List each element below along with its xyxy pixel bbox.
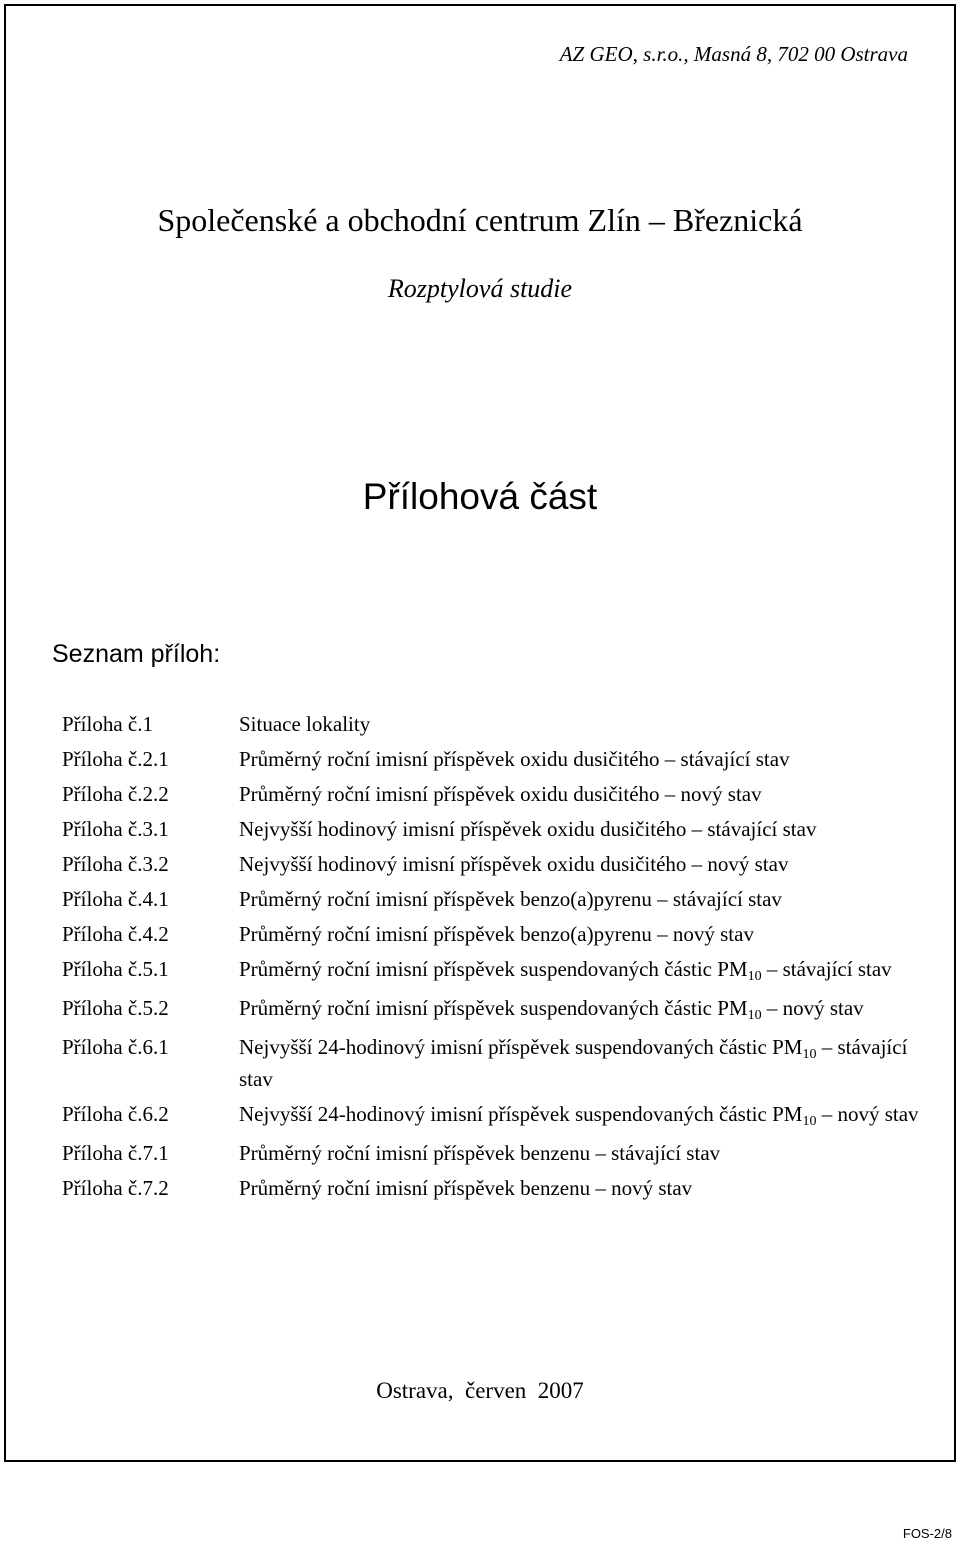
appendix-number: Příloha č.1: [62, 712, 153, 736]
description-text: Průměrný roční imisní příspěvek suspendovaných částic PM: [239, 996, 748, 1020]
appendix-number: Příloha č.6.2: [62, 1102, 169, 1126]
list-item: [62, 850, 942, 878]
company-header: AZ GEO, s.r.o., Masná 8, 702 00 Ostrava: [559, 42, 908, 66]
list-item: [62, 885, 942, 913]
appendix-description: Nejvyšší hodinový imisní příspěvek oxidu dusičitého – stávající stav: [239, 817, 817, 841]
appendix-number: Příloha č.6.1: [62, 1035, 169, 1059]
description-text: Nejvyšší 24-hodinový imisní příspěvek suspendovaných částic PM: [239, 1035, 803, 1059]
description-text: – stávající stav: [239, 1035, 908, 1091]
appendix-number: Příloha č.3.2: [62, 852, 169, 876]
appendix-number: Příloha č.7.2: [62, 1176, 169, 1200]
page-frame: [4, 4, 956, 1462]
appendix-description: [239, 955, 939, 987]
appendix-description: Průměrný roční imisní příspěvek benzo(a)pyrenu – nový stav: [239, 922, 754, 946]
appendix-description: Průměrný roční imisní příspěvek benzenu – nový stav: [239, 1176, 693, 1200]
appendix-number: Příloha č.5.1: [62, 957, 169, 981]
list-item: [62, 994, 942, 1026]
appendix-description: Situace lokality: [239, 712, 371, 736]
subscript-text: 10: [802, 1047, 817, 1062]
description-text: – stávající stav: [761, 957, 892, 981]
appendix-description: Průměrný roční imisní příspěvek benzo(a)pyrenu – stávající stav: [239, 887, 782, 911]
appendix-description: Průměrný roční imisní příspěvek oxidu dusičitého – stávající stav: [239, 747, 790, 771]
description-text: – nový stav: [816, 1102, 919, 1126]
appendix-description: Průměrný roční imisní příspěvek oxidu dusičitého – nový stav: [239, 782, 762, 806]
list-item: [62, 710, 942, 738]
appendix-number: Příloha č.3.1: [62, 817, 169, 841]
document-title: Společenské a obchodní centrum Zlín – Březnická: [157, 202, 803, 238]
list-item: [62, 1174, 942, 1202]
appendix-number: Příloha č.5.2: [62, 996, 169, 1020]
list-item: [62, 1033, 942, 1093]
appendix-list-heading: Seznam příloh:: [52, 640, 221, 668]
section-title: Přílohová část: [362, 476, 598, 517]
appendix-description: Nejvyšší hodinový imisní příspěvek oxidu dusičitého – nový stav: [239, 852, 789, 876]
list-item: [62, 780, 942, 808]
page-number: FOS-2/8: [902, 1526, 952, 1541]
subscript-text: 10: [747, 1008, 762, 1023]
appendix-number: Příloha č.4.2: [62, 922, 169, 946]
appendix-description: Průměrný roční imisní příspěvek benzenu – stávající stav: [239, 1141, 721, 1165]
appendix-number: Příloha č.2.1: [62, 747, 169, 771]
appendix-description: [239, 1033, 939, 1093]
description-text: – nový stav: [761, 996, 864, 1020]
appendix-list: [62, 710, 942, 1209]
list-item: [62, 1100, 942, 1132]
description-text: Průměrný roční imisní příspěvek suspendovaných částic PM: [239, 957, 748, 981]
appendix-number: Příloha č.7.1: [62, 1141, 169, 1165]
subscript-text: 10: [747, 969, 762, 984]
list-item: [62, 1139, 942, 1167]
list-item: [62, 815, 942, 843]
appendix-number: Příloha č.2.2: [62, 782, 169, 806]
appendix-number: Příloha č.4.1: [62, 887, 169, 911]
description-text: Nejvyšší 24-hodinový imisní příspěvek suspendovaných částic PM: [239, 1102, 803, 1126]
appendix-description: [239, 994, 939, 1026]
place-and-date: Ostrava, červen 2007: [376, 1378, 584, 1403]
subscript-text: 10: [802, 1114, 817, 1129]
appendix-description: [239, 1100, 939, 1132]
document-subtitle: Rozptylová studie: [387, 274, 573, 303]
list-item: [62, 955, 942, 987]
list-item: [62, 920, 942, 948]
list-item: [62, 745, 942, 773]
